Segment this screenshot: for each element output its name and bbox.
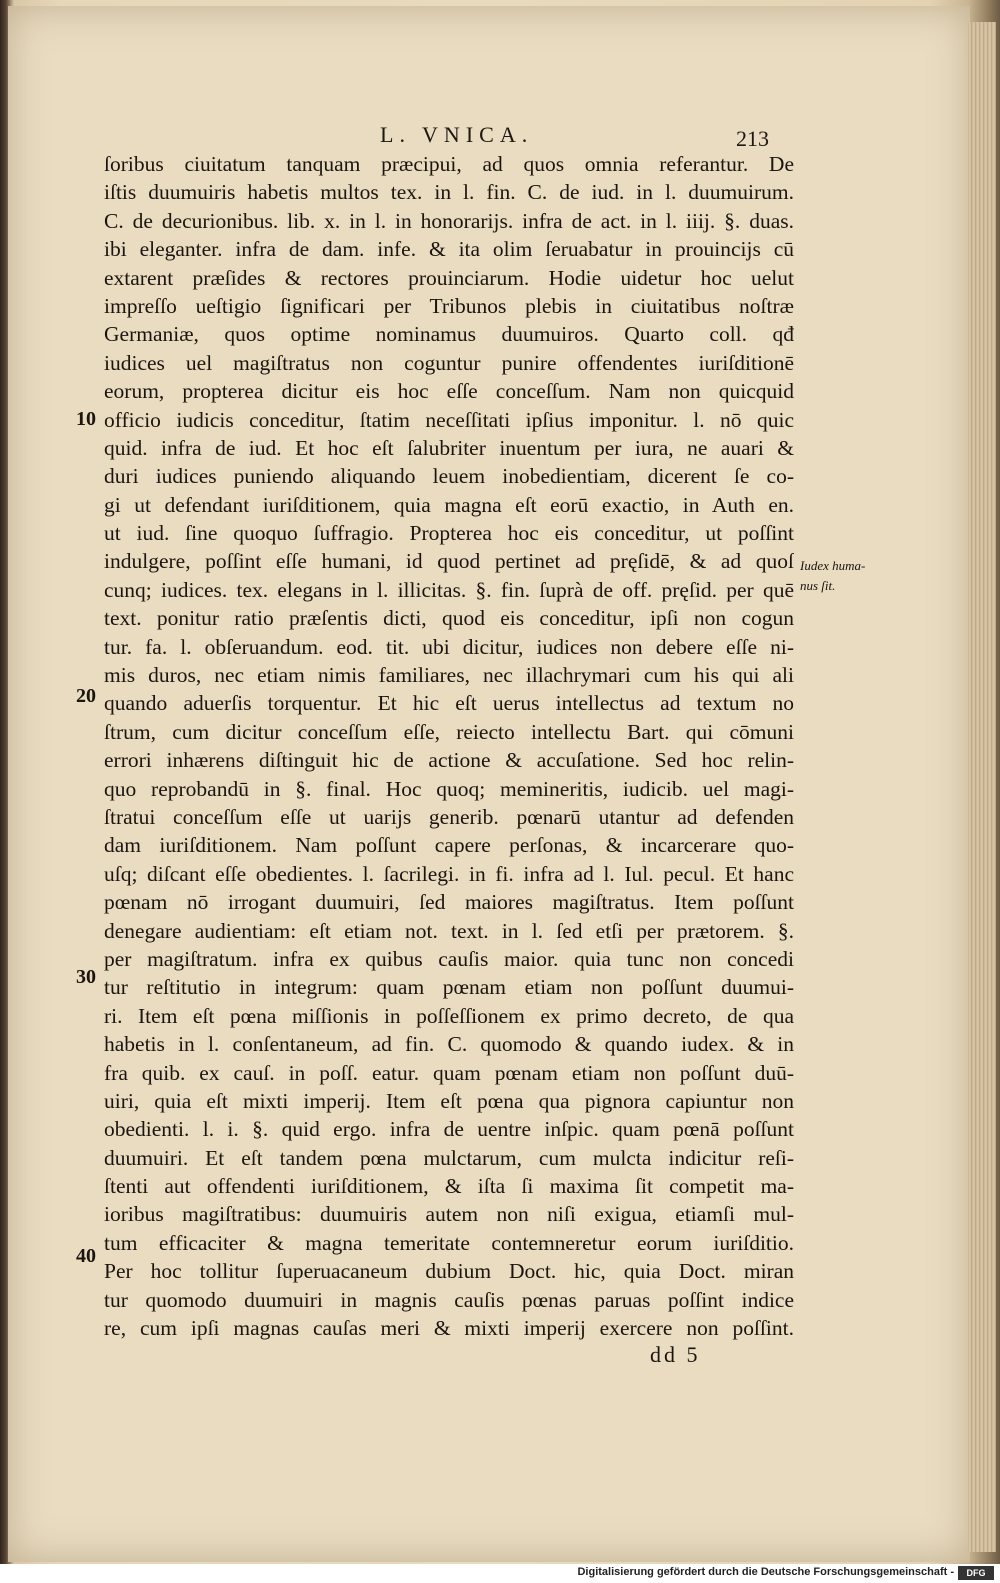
text-line: duumuiri. Et eſt tandem pœna mulctarum, cum mulcta indicitur reſi-: [104, 1145, 794, 1170]
text-line: gi ut defendant iuriſditionem, quia magna eſt eorū exactio, in Auth en.: [104, 492, 794, 517]
text-line: re, cum ipſi magnas cauſas meri & mixti imperij exercere non poſſint.: [104, 1316, 794, 1341]
page-edges: [968, 22, 996, 1552]
running-head: L. VNICA.: [380, 122, 534, 147]
text-line: fra quib. ex cauſ. in poſſ. eatur. quam pœnam etiam non poſſunt duū-: [104, 1060, 794, 1085]
dfg-logo: DFG: [958, 1566, 994, 1580]
text-line: habetis in l. conſentaneum, ad fin. C. quomodo & quando iudex. & in: [104, 1032, 794, 1057]
text-line: officio iudicis conceditur, ſtatim neceſſitati ipſius imponitur. l. nō quic: [104, 407, 794, 432]
text-line: ri. Item eſt pœna miſſionis in poſſeſſionem ex primo decreto, de qua: [104, 1003, 794, 1028]
text-line: errori inhærens diſtinguit hic de actione & accuſatione. Sed hoc relin-: [104, 748, 794, 773]
marginal-note-line: nus ſit.: [800, 578, 836, 593]
text-line: per magiſtratum. infra ex quibus cauſis maior. quia tunc non concedi: [104, 946, 794, 971]
footer-credit: Digitalisierung gefördert durch die Deutsche Forschungsgemeinschaft -: [577, 1566, 954, 1578]
marginal-note: [800, 556, 865, 596]
text-line: cunq; iudices. tex. elegans in l. illicitas. §. fin. ſuprà de off. pręſid. per quē: [104, 577, 794, 602]
footer-bar: [0, 1564, 1000, 1583]
text-line: ſtenti aut offendenti iuriſditionem, & iſta ſi maxima ſit competit ma-: [104, 1174, 794, 1199]
page-number: 213: [736, 126, 769, 151]
text-line: pœnam nō irrogant duumuiri, ſed maiores magiſtratus. Item poſſunt: [104, 890, 794, 915]
text-line: extarent præſides & rectores prouinciarum. Hodie uidetur hoc uelut: [104, 265, 794, 290]
signature-mark: dd 5: [650, 1342, 701, 1367]
text-line: duri iudices puniendo aliquando leuem inobedientiam, dicerent ſe co-: [104, 464, 794, 489]
text-line: quando aduerſis torquentur. Et hic eſt uerus intellectus ad textum no: [104, 691, 794, 716]
line-number-30: 30: [76, 966, 96, 988]
text-line: tur. fa. l. obſeruandum. eod. tit. ubi dicitur, iudices non debere eſſe ni-: [104, 634, 794, 659]
line-number-20: 20: [76, 685, 96, 707]
text-line: ſoribus ciuitatum tanquam præcipui, ad quos omnia referantur. De: [104, 152, 794, 176]
text-line: mis duros, nec etiam nimis familiares, nec illachrymari cum his qui ali: [104, 663, 794, 688]
text-line: iſtis duumuiris habetis multos tex. in l. fin. C. de iud. in l. duumuirum.: [104, 180, 794, 205]
text-line: ut iud. ſine quoquo ſuffragio. Propterea hoc eis conceditur, ut poſſint: [104, 521, 794, 546]
marginal-note-line: Iudex huma-: [800, 558, 866, 573]
text-line: tum efficaciter & magna temeritate contemneretur eorum iuriſditio.: [104, 1230, 794, 1255]
text-line: obedienti. l. i. §. quid ergo. infra de uentre inſpic. quam pœnā poſſunt: [104, 1117, 794, 1142]
line-number-10: 10: [76, 408, 96, 430]
text-line: ibi eleganter. infra de dam. infe. & ita olim ſeruabatur in prouincijs cū: [104, 237, 794, 262]
text-line: uſq; diſcant eſſe obedientes. l. ſacrilegi. in fi. infra ad l. Iul. pecul. Et hanc: [104, 861, 794, 886]
text-line: ioribus magiſtratibus: duumuiris autem non niſi exigua, etiamſi mul-: [104, 1202, 794, 1227]
text-line: text. ponitur ratio præſentis dicti, quod eis conceditur, ipſi non cogun: [104, 606, 794, 631]
text-line: iudices uel magiſtratus non coguntur punire offendentes iuriſditionē: [104, 350, 794, 375]
text-line: tur quomodo duumuiri in magnis cauſis pœnas paruas poſſint indice: [104, 1287, 794, 1312]
text-line: uiri, quia eſt mixti imperij. Item eſt pœna qua pignora capiuntur non: [104, 1088, 794, 1113]
text-line: ſtratui conceſſum eſſe ut uarijs generib. pœnarū utantur ad defenden: [104, 804, 794, 829]
text-line: C. de decurionibus. lib. x. in l. in honorarijs. infra de act. in l. iiij. §. duas.: [104, 208, 794, 233]
text-line: quid. infra de iud. Et hoc eſt ſalubriter inuentum per iura, ne auari &: [104, 435, 794, 460]
main-text-block: [104, 150, 794, 1342]
text-line: indulgere, poſſint eſſe humani, id quod pertinet ad pręſidē, & ad quoſ: [104, 549, 794, 574]
line-number-40: 40: [76, 1245, 96, 1267]
text-line: dam iuriſditionem. Nam poſſunt capere perſonas, & incarcerare quo-: [104, 833, 794, 858]
text-line: Per hoc tollitur ſuperuacaneum dubium Doct. hic, quia Doct. miran: [104, 1259, 794, 1284]
text-line: Germaniæ, quos optime nominamus duumuiros. Quarto coll. qđ: [104, 322, 794, 347]
text-line: eorum, propterea dicitur eis hoc eſſe conceſſum. Nam non quicquid: [104, 379, 794, 404]
text-line: quo reprobandū in §. final. Hoc quoq; memineritis, iudicib. uel magi-: [104, 776, 794, 801]
text-line: denegare audientiam: eſt etiam not. text. in l. ſed etſi per prætorem. §.: [104, 918, 794, 943]
text-line: ſtrum, cum dicitur conceſſum eſſe, reiecto intellectu Bart. qui cōmuni: [104, 719, 794, 744]
text-line: tur reſtitutio in integrum: quam pœnam etiam non poſſunt duumui-: [104, 975, 794, 1000]
text-line: impreſſo ueſtigio ſignificari per Tribunos plebis in ciuitatibus noſtræ: [104, 293, 794, 318]
